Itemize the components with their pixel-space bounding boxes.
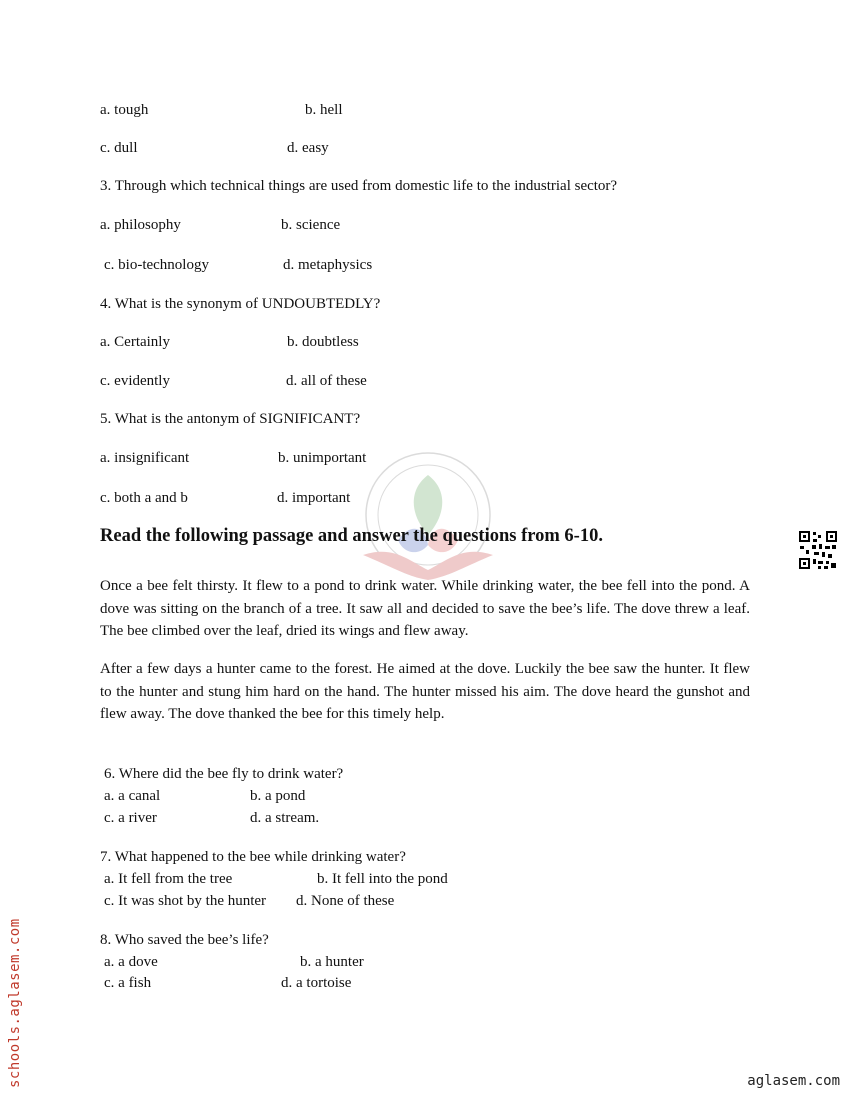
q8-option-d: d. a tortoise [281,975,352,991]
option-a: a. tough [100,102,149,118]
q7-option-d: d. None of these [296,893,395,909]
question-6: 6. Where did the bee fly to drink water? [104,766,344,782]
q5-option-a: a. insignificant [100,450,190,466]
question-4: 4. What is the synonym of UNDOUBTEDLY? [100,296,381,312]
qr-code-icon [798,530,838,570]
option-c: c. dull [100,140,138,156]
question-3: 3. Through which technical things are used from domestic life to the industrial sector? [100,178,618,194]
q3-option-b: b. science [281,217,341,233]
option-d: d. easy [287,140,329,156]
footer-watermark-url[interactable]: aglasem.com [747,1073,840,1089]
passage-paragraph-2: After a few days a hunter came to the forest. He aimed at the dove. Luckily the bee saw the hunter. It flew to the hunter and stung him hard on the hand. The hunter missed his aim. The dove heard the gunshot and flew away. The dove thanked the bee for this timely help. [100,661,750,722]
q7-option-a: a. It fell from the tree [104,871,233,887]
q3-option-a: a. philosophy [100,217,181,233]
q6-option-b: b. a pond [250,788,306,804]
q3-option-c: c. bio-technology [104,257,209,273]
q5-option-d: d. important [277,490,351,506]
option-b: b. hell [305,102,343,118]
side-watermark-url[interactable]: schools.aglasem.com [7,918,23,1088]
institution-seal-icon [338,445,518,595]
q4-option-a: a. Certainly [100,334,170,350]
question-7: 7. What happened to the bee while drinking water? [100,849,406,865]
q3-option-d: d. metaphysics [283,257,373,273]
q7-option-c: c. It was shot by the hunter [104,893,267,909]
q6-option-a: a. a canal [104,788,161,804]
passage-heading: Read the following passage and answer the questions from 6-10. [100,526,603,546]
passage-paragraph-1: Once a bee felt thirsty. It flew to a pond to drink water. While drinking water, the bee fell into the pond. A dove was sitting on the branch of a tree. It saw all and decided to save the bee’s life. The dove threw a leaf. The bee climbed over the leaf, dried its wings and flew away. [100,578,750,639]
q7-option-b: b. It fell into the pond [317,871,448,887]
question-8: 8. Who saved the bee’s life? [100,932,269,948]
q5-option-c: c. both a and b [100,490,188,506]
q8-option-b: b. a hunter [300,954,364,970]
q8-option-a: a. a dove [104,954,158,970]
q4-option-c: c. evidently [100,373,170,389]
q4-option-b: b. doubtless [287,334,359,350]
q4-option-d: d. all of these [286,373,367,389]
question-5: 5. What is the antonym of SIGNIFICANT? [100,411,361,427]
q8-option-c: c. a fish [104,975,152,991]
q6-option-c: c. a river [104,810,157,826]
q5-option-b: b. unimportant [278,450,367,466]
q6-option-d: d. a stream. [250,810,320,826]
